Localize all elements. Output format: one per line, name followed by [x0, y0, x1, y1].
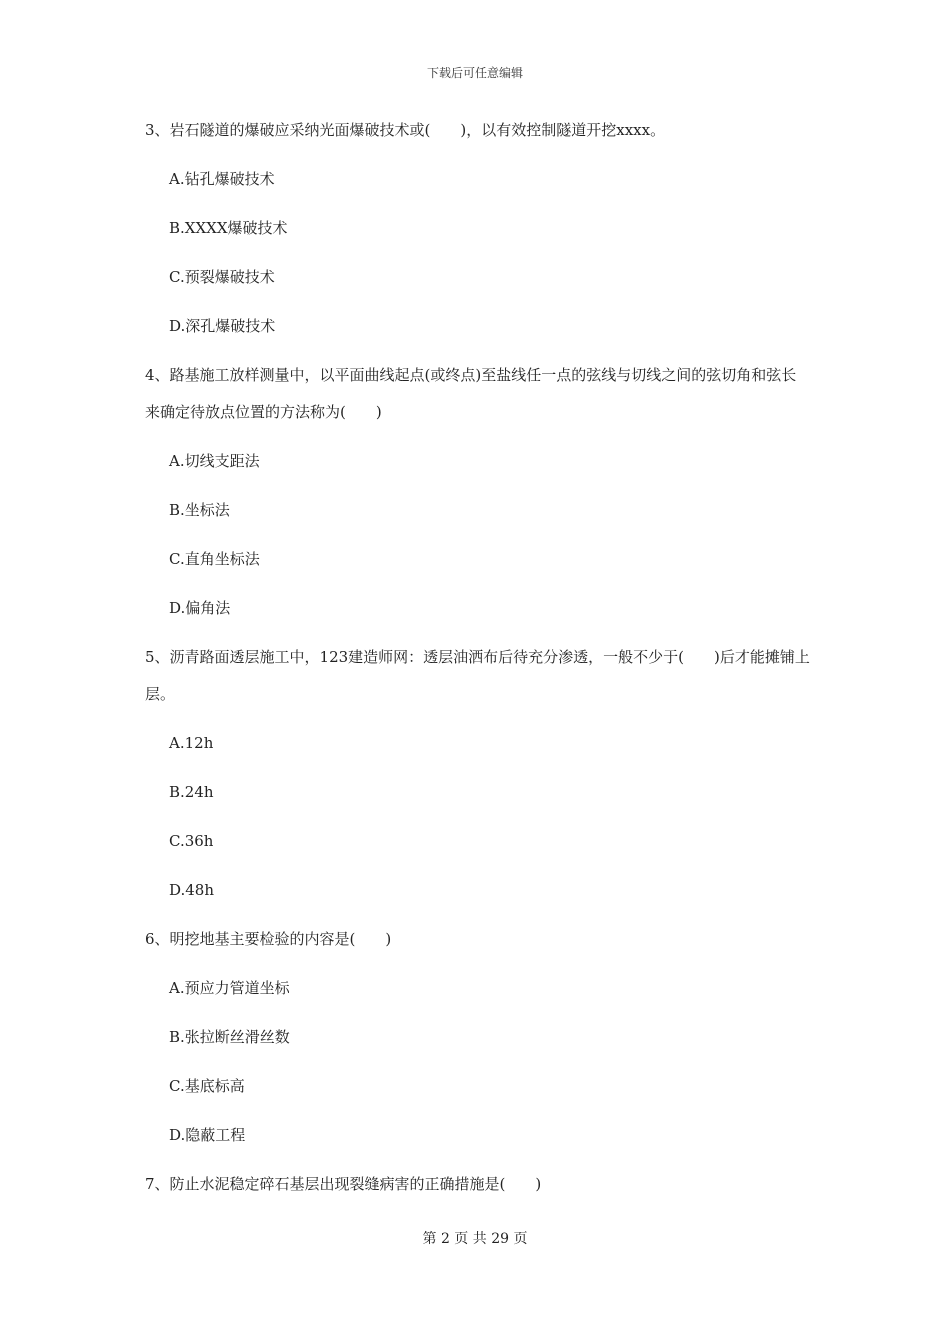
page-header: 下载后可任意编辑	[426, 66, 523, 80]
question-text: 6、明挖地基主要检验的内容是( )	[145, 930, 392, 948]
option-a: A.切线支距法	[169, 452, 260, 470]
option-d: D.偏角法	[169, 599, 231, 617]
option-c: C.36h	[169, 832, 214, 850]
question-5	[145, 639, 810, 909]
question-6	[145, 921, 810, 1154]
question-text: 3、岩石隧道的爆破应采纳光面爆破技术或( )，以有效控制隧道开挖xxxx。	[145, 121, 666, 139]
option-d: D.隐蔽工程	[169, 1126, 246, 1144]
question-7	[145, 1166, 810, 1203]
question-3	[145, 112, 810, 345]
question-4	[145, 357, 810, 627]
page-footer: 第 2 页 共 29 页	[422, 1231, 528, 1247]
option-c: C.基底标高	[169, 1077, 245, 1095]
option-d: D.48h	[169, 881, 215, 899]
option-b: B.24h	[169, 783, 214, 801]
option-b: B.坐标法	[169, 501, 230, 519]
option-b: B.张拉断丝滑丝数	[169, 1028, 290, 1046]
option-b: B.XXXX爆破技术	[169, 219, 288, 237]
option-c: C.预裂爆破技术	[169, 268, 275, 286]
question-text: 4、路基施工放样测量中，以平面曲线起点(或终点)至盐线任一点的弦线与切线之间的弦切角和弦长来确定待放点位置的方法称为( )	[145, 366, 797, 421]
option-a: A.12h	[169, 734, 214, 752]
option-c: C.直角坐标法	[169, 550, 260, 568]
option-d: D.深孔爆破技术	[169, 317, 276, 335]
question-text: 5、沥青路面透层施工中，123建造师网：透层油洒布后待充分渗透，一般不少于( )后才能摊铺上层。	[145, 648, 810, 703]
question-text: 7、防止水泥稳定碎石基层出现裂缝病害的正确措施是( )	[145, 1175, 542, 1193]
document-body	[145, 112, 810, 1215]
option-a: A.预应力管道坐标	[169, 979, 290, 997]
option-a: A.钻孔爆破技术	[169, 170, 275, 188]
